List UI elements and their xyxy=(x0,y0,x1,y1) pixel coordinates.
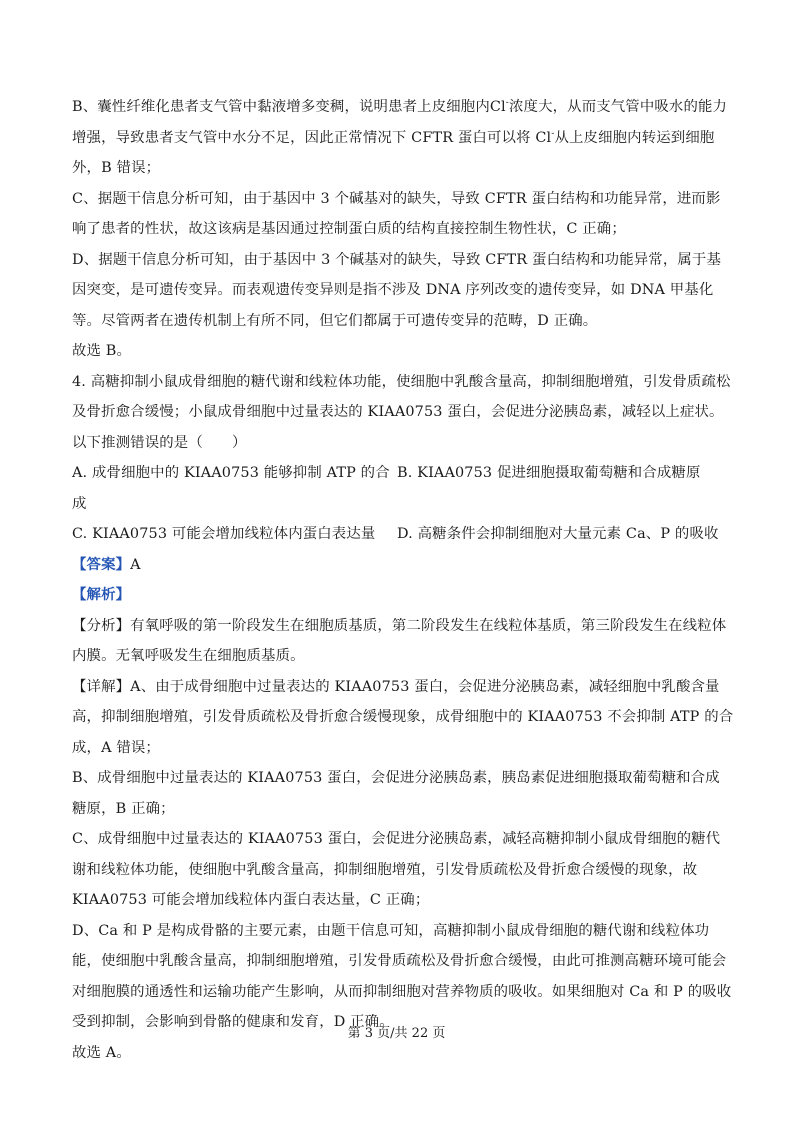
previous-answer: 故选 B。 xyxy=(72,343,132,359)
option-d: D. 高糖条件会抑制细胞对大量元素 Ca、P 的吸收 xyxy=(397,526,719,542)
explanation-text: B、囊性纤维化患者支气管中黏液增多变稠，说明患者上皮细胞内Cl xyxy=(72,99,506,115)
explanation-text: 从上皮细胞内转运到细胞外，B 错误； xyxy=(72,129,715,176)
xiangjie-paragraph-a xyxy=(72,672,734,764)
analysis-label: 【解析】 xyxy=(72,586,131,603)
analysis-heading xyxy=(72,580,734,611)
superscript-minus: - xyxy=(551,128,555,139)
options-row-1 xyxy=(72,458,734,519)
answer-line xyxy=(72,550,734,581)
options-row-2 xyxy=(72,519,734,550)
option-c: C. KIAA0753 可能会增加线粒体内蛋白表达量 xyxy=(72,526,376,542)
option-d-explanation: D、据题干信息分析可知，由于基因中 3 个碱基对的缺失，导致 CFTR 蛋白结构和功能异常，属于基因突变，是可遗传变异。而表观遗传变异则是指不涉及 DNA 序列改变的遗传变异，如 DNA 甲基化等。尽管两者在遗传机制上有所不同，但它们都属于可遗传变异的范畴，D 正确。 xyxy=(72,251,722,329)
xiangjie-paragraph-d: D、Ca 和 P 是构成骨骼的主要元素，由题干信息可知，高糖抑制小鼠成骨细胞的糖代谢和线粒体功能，使细胞中乳酸含量高，抑制细胞增殖，引发骨质疏松及骨折愈合缓慢，由此可推测高糖环境可能会对细胞膜的通透性和运输功能产生影响，从而抑制细胞对营养物质的吸收。如果细胞对 Ca 和 P 的吸收受到抑制，会影响到骨骼的健康和发育，D 正确。 xyxy=(72,922,732,1030)
xiangjie-paragraph-b: B、成骨细胞中过量表达的 KIAA0753 蛋白，会促进分泌胰岛素，胰岛素促进细胞摄取葡萄糖和合成糖原，B 正确； xyxy=(72,770,720,817)
xiangjie-label: 【详解】 xyxy=(72,678,131,695)
fenxi-label: 【分析】 xyxy=(72,617,131,634)
explanation-text: 浓度大，从而支气管中吸水的能力增强，导致患者支气管中水分不足，因此正常情况下 CFTR 蛋白可以将 Cl xyxy=(72,99,728,146)
xiangjie-a-text: A、由于成骨细胞中过量表达的 KIAA0753 蛋白，会促进分泌胰岛素，减轻细胞中乳酸含量高，抑制细胞增殖，引发骨质疏松及骨折愈合缓慢现象，成骨细胞中的 KIAA0753 不会抑制 ATP 的合成，A 错误； xyxy=(72,678,734,756)
fenxi-text: 有氧呼吸的第一阶段发生在细胞质基质，第二阶段发生在线粒体基质，第三阶段发生在线粒体内膜。无氧呼吸发生在细胞质基质。 xyxy=(72,617,727,664)
superscript-minus: - xyxy=(505,98,509,109)
page-footer: 第 3 页/共 22 页 xyxy=(347,1026,446,1041)
fenxi-paragraph xyxy=(72,611,734,672)
option-a: A. 成骨细胞中的 KIAA0753 能够抑制 ATP 的合成 xyxy=(72,465,390,512)
option-c-explanation: C、据题干信息分析可知，由于基因中 3 个碱基对的缺失，导致 CFTR 蛋白结构和功能异常，进而影响了患者的性状，故这该病是基因通过控制蛋白质的结构直接控制生物性状，C 正确； xyxy=(72,190,721,237)
option-b-explanation xyxy=(72,92,734,184)
answer-value: A xyxy=(130,556,141,573)
final-answer: 故选 A。 xyxy=(72,1044,131,1061)
page-content xyxy=(72,92,734,1068)
xiangjie-paragraph-c: C、成骨细胞中过量表达的 KIAA0753 蛋白，会促进分泌胰岛素，减轻高糖抑制小鼠成骨细胞的糖代谢和线粒体功能，使细胞中乳酸含量高，抑制细胞增殖，引发骨质疏松及骨折愈合缓慢的现象，故 KIAA0753 可能会增加线粒体内蛋白表达量，C 正确； xyxy=(72,831,721,908)
answer-label: 【答案】 xyxy=(72,555,131,573)
question-4: 4. 高糖抑制小鼠成骨细胞的糖代谢和线粒体功能，使细胞中乳酸含量高，抑制细胞增殖，引发骨质疏松及骨折愈合缓慢；小鼠成骨细胞中过量表达的 KIAA0753 蛋白，会促进分泌胰岛素，减轻以上症状。以下推测错误的是（ ） xyxy=(72,373,731,451)
option-b: B. KIAA0753 促进细胞摄取葡萄糖和合成糖原 xyxy=(397,465,701,481)
